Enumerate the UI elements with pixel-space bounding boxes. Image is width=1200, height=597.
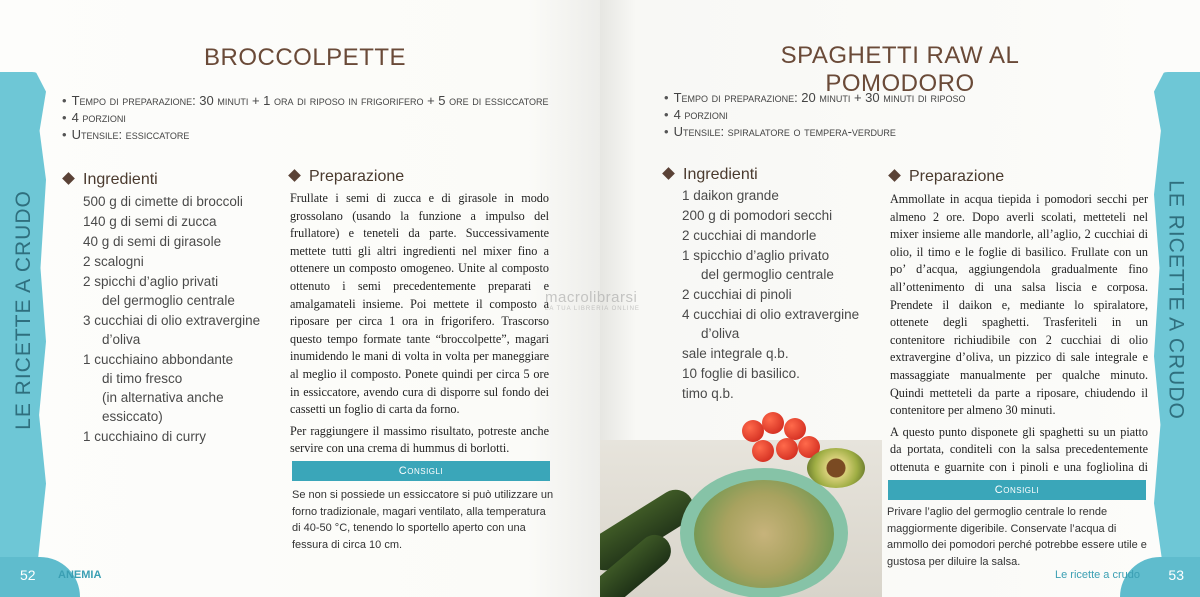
- right-page: [600, 0, 1200, 597]
- consigli-label-left: Consigli: [292, 461, 550, 481]
- info-tool: • Utensile: essiccatore: [62, 126, 549, 143]
- ingredient-item: sale integrale q.b.: [682, 346, 789, 361]
- ingredient-item: 1 cucchiaino abbondante di timo fresco (in alternativa anche essiccato): [83, 352, 234, 424]
- ingredient-item: 1 spicchio d’aglio privato del germoglio centrale: [682, 248, 834, 282]
- ingredient-item: timo q.b.: [682, 386, 734, 401]
- ingredient-item: 3 cucchiai di olio extravergine d’oliva: [83, 313, 261, 347]
- diamond-icon: [288, 169, 301, 182]
- info-time: • Tempo di preparazione: 30 minuti + 1 ora di riposo in frigorifero + 5 ore di essiccatore: [62, 92, 549, 109]
- footer-label-right: Le ricette a crudo: [1055, 569, 1140, 581]
- ingredients-list-left: [83, 192, 260, 447]
- info-portions: • 4 porzioni: [664, 106, 965, 123]
- prep-heading-left: Preparazione: [290, 168, 404, 186]
- ingredient-item: 200 g di pomodori secchi: [682, 208, 833, 223]
- spaghetti-photo: [600, 400, 882, 597]
- ingredient-item: 140 g di semi di zucca: [83, 214, 217, 229]
- page-number-left: 52: [20, 567, 36, 583]
- tomato-shape: [762, 412, 784, 434]
- ingredient-item: 1 daikon grande: [682, 188, 779, 203]
- prep-text-right: Ammollate in acqua tiepida i pomodori secchi per almeno 2 ore. Dopo averli scolati, metteteli nel mixer insieme alle mandorle, all’aglio, 2 cucchiai di olio, il timo e le foglie di basilico. Frullate con un po’ d’acqua, aggiungendola gradualmente fino all’ottenimento di una salsa liscia e corposa. Prendete il daikon e, mediante lo spiralatore, ottenete degli spaghetti. Trasferiteli in un contenitore richiudibile con 2 cucchiai di olio extravergine d’oliva, un pizzico di sale integrale e massaggiate manualmente per qualche minuto. Quindi metteteli da parte a riposare, chiudendo il contenitore per almeno 30 minuti. A questo punto disponete gli spaghetti su un piatto da portata, conditeli con la salsa precedentemente ottenuta e guarnite con i pinoli e una fogliolina di: [890, 192, 1148, 474]
- consigli-text-right: Privare l’aglio del germoglio centrale lo rende maggiormente digeribile. Conservate l’acqua di ammollo dei pomodori perché potrebbe essere utile e gustosa per diluire la salsa.: [887, 506, 1147, 568]
- consigli-text-left: Se non si possiede un essiccatore si può utilizzare un forno tradizionale, magari ventilato, alla temperatura di 40-50 °C, tenendo lo sportello aperto con una fessura di circa 10 cm.: [292, 489, 554, 551]
- page-number-right: 53: [1168, 567, 1184, 583]
- diamond-icon: [888, 169, 901, 182]
- avocado-shape: [807, 448, 865, 488]
- ingredient-item: 10 foglie di basilico.: [682, 366, 800, 381]
- ingredient-item: 2 spicchi d’aglio privati del germoglio centrale: [83, 274, 235, 308]
- recipe-title-broccolpette: BROCCOLPETTE: [203, 44, 407, 71]
- diamond-icon: [662, 167, 675, 180]
- tomato-shape: [776, 438, 798, 460]
- tomato-shape: [752, 440, 774, 462]
- consigli-label-right: Consigli: [888, 480, 1146, 500]
- info-portions: • 4 porzioni: [62, 109, 549, 126]
- ingredients-heading-right: Ingredienti: [664, 166, 758, 184]
- ingredient-item: 40 g di semi di girasole: [83, 234, 222, 249]
- recipe-info-left: [62, 92, 549, 143]
- ingredient-item: 2 cucchiai di pinoli: [682, 287, 792, 302]
- ingredient-item: 2 scalogni: [83, 254, 144, 269]
- tomato-shape: [742, 420, 764, 442]
- recipe-title-spaghetti: SPAGHETTI RAW AL POMODORO: [780, 42, 1020, 97]
- recipe-info-right: [664, 89, 965, 140]
- ingredient-item: 2 cucchiai di mandorle: [682, 228, 817, 243]
- info-time: • Tempo di preparazione: 20 minuti + 30 minuti di riposo: [664, 89, 965, 106]
- prep-heading-right: Preparazione: [890, 168, 1004, 186]
- watermark: macrolibrarsi LA TUA LIBRERIA ONLINE: [545, 289, 640, 312]
- ingredients-list-right: [682, 186, 859, 404]
- footer-label-left: ANEMIA: [58, 569, 102, 581]
- diamond-icon: [62, 172, 75, 185]
- ingredient-item: 4 cucchiai di olio extravergine d’oliva: [682, 307, 860, 341]
- side-label-left: LE RICETTE A CRUDO: [12, 190, 35, 430]
- info-tool: • Utensile: spiralatore o tempera-verdure: [664, 123, 965, 140]
- ingredient-item: 500 g di cimette di broccoli: [83, 194, 243, 209]
- spaghetti-shape: [694, 480, 834, 588]
- ingredients-heading-left: Ingredienti: [64, 171, 158, 189]
- prep-text-left: Frullate i semi di zucca e di girasole in modo grossolano (usando la funzione a impulso del frullatore) e teneteli da parte. Successivamente mettete tutti gli altri ingredienti nel mixer fino a ottenere un composto omogeneo. Unite al composto ottenuto i semi precedentemente preparati e amalgamateli insieme. Poi mettete il composto a riposare per circa 1 ora in frigorifero. Trascorso questo tempo formate tante “broccolpette”, magari inumidendo le mani di volta in volta per maneggiare al meglio il composto. Ponete quindi per circa 5 ore in essiccatore, avendo cura di disporre sul fondo dei cassetti un foglio di carta da forno. Per raggiungere il massimo risultato, potreste anche servire con una crema di hummus di borlotti.: [290, 191, 549, 456]
- side-label-right: LE RICETTE A CRUDO: [1165, 180, 1188, 420]
- ingredient-item: 1 cucchiaino di curry: [83, 429, 207, 444]
